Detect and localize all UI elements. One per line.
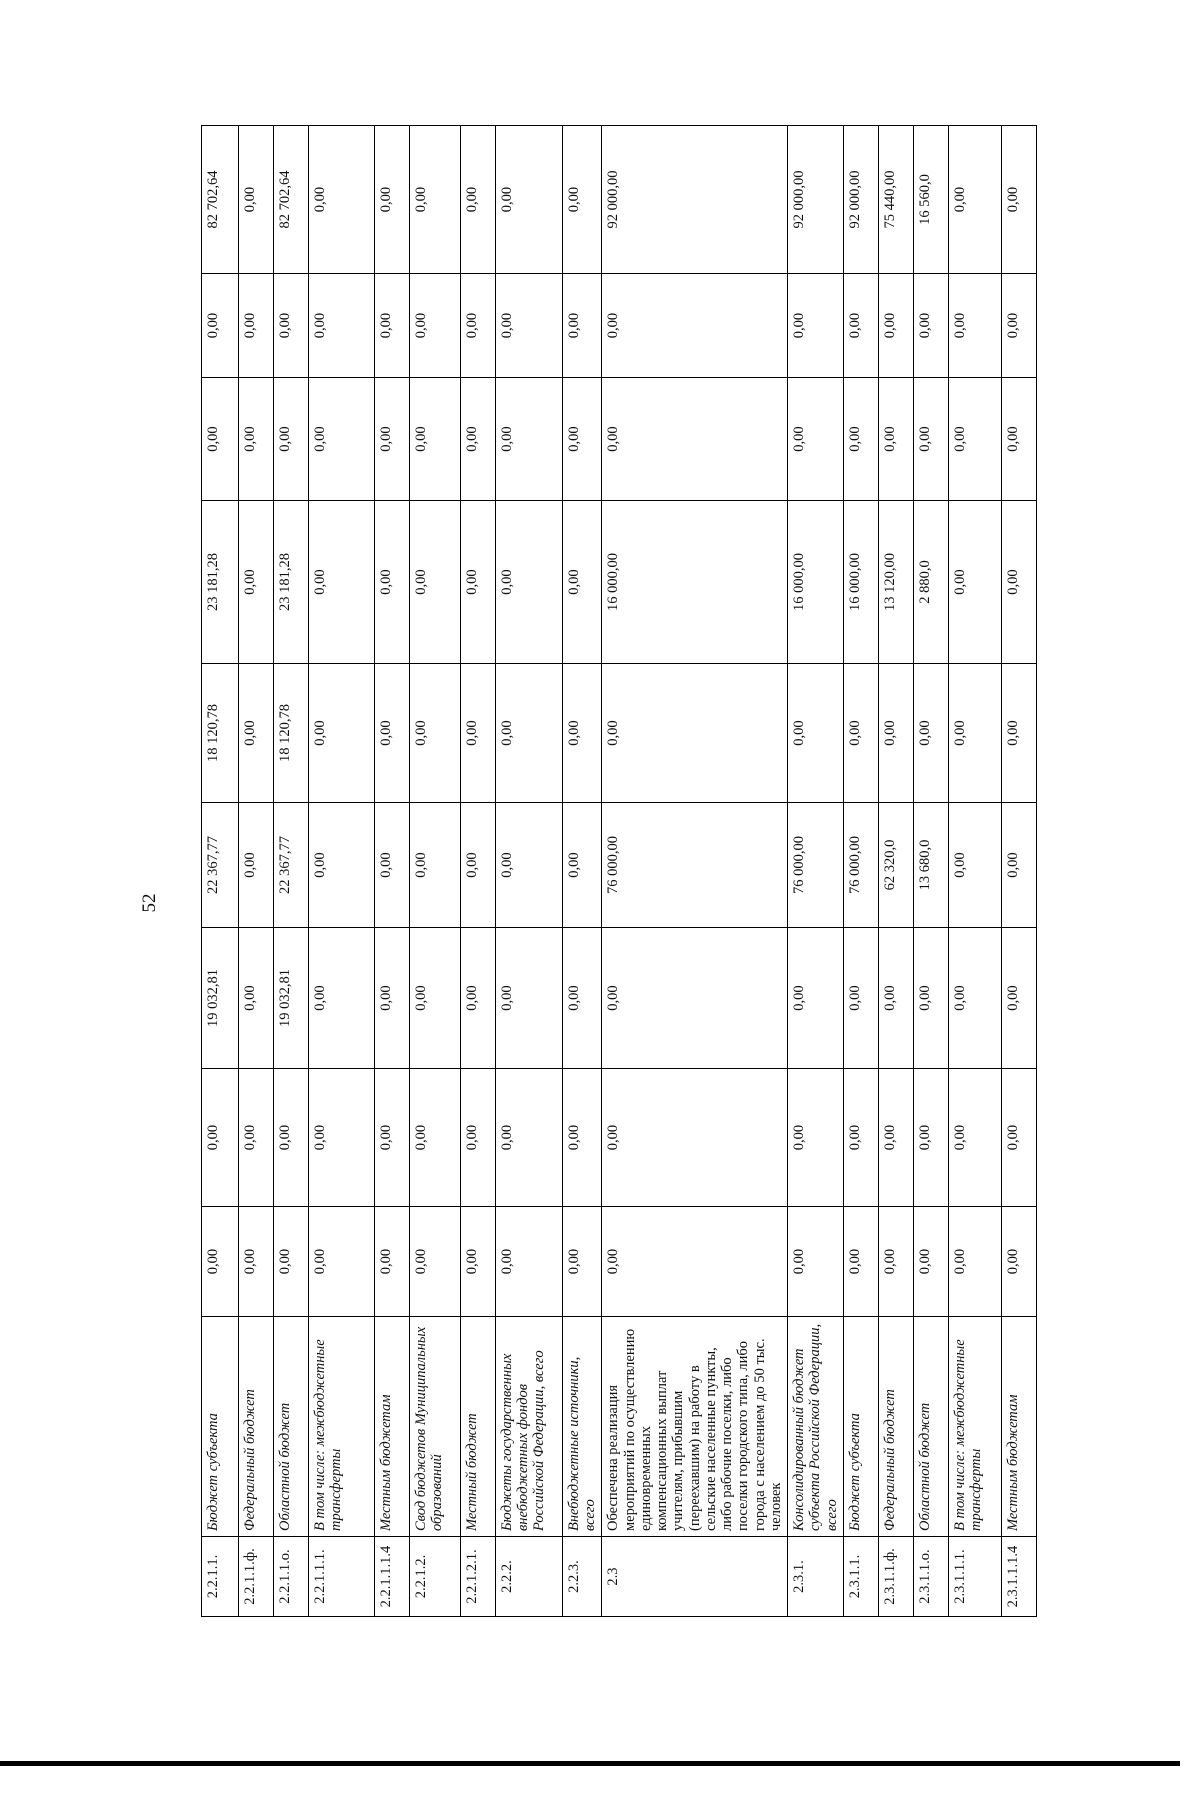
value-cell: 0,00: [913, 378, 948, 501]
value-cell: 0,00: [375, 274, 410, 378]
value-cell: 0,00: [239, 928, 274, 1069]
row-code: 2.3.1.1.1.: [948, 1537, 1001, 1617]
value-cell: 0,00: [309, 1207, 375, 1317]
value-cell: 0,00: [239, 664, 274, 803]
value-cell: 0,00: [375, 1207, 410, 1317]
value-cell: 0,00: [309, 501, 375, 664]
table-row: [1001, 126, 1036, 1617]
value-cell: 0,00: [496, 664, 563, 803]
value-cell: 0,00: [1001, 803, 1036, 928]
value-cell: 0,00: [461, 664, 496, 803]
value-cell: 0,00: [1001, 928, 1036, 1069]
value-cell: 92 000,00: [602, 126, 788, 274]
value-cell: 0,00: [843, 378, 878, 501]
value-cell: 0,00: [878, 928, 913, 1069]
value-cell: 0,00: [461, 1069, 496, 1207]
value-cell: 19 032,81: [202, 928, 239, 1069]
row-label: Областной бюджет: [274, 1317, 309, 1537]
value-cell: 0,00: [878, 1207, 913, 1317]
value-cell: 0,00: [239, 501, 274, 664]
value-cell: 0,00: [563, 1069, 602, 1207]
value-cell: 0,00: [563, 1207, 602, 1317]
budget-table-rotated: [201, 126, 1133, 1617]
table-row: [309, 126, 375, 1617]
value-cell: 0,00: [878, 274, 913, 378]
value-cell: 0,00: [274, 274, 309, 378]
row-code: 2.2.1.1.1.4: [375, 1537, 410, 1617]
value-cell: 0,00: [496, 1207, 563, 1317]
value-cell: 0,00: [788, 664, 844, 803]
value-cell: 0,00: [309, 803, 375, 928]
value-cell: 13 120,00: [878, 501, 913, 664]
value-cell: 0,00: [843, 928, 878, 1069]
value-cell: 0,00: [563, 803, 602, 928]
row-label: Местный бюджет: [461, 1317, 496, 1537]
value-cell: 0,00: [496, 1069, 563, 1207]
value-cell: 0,00: [602, 274, 788, 378]
value-cell: 0,00: [878, 664, 913, 803]
row-code: 2.2.2.: [496, 1537, 563, 1617]
value-cell: 0,00: [375, 803, 410, 928]
row-code: 2.3: [602, 1537, 788, 1617]
value-cell: 0,00: [1001, 126, 1036, 274]
row-code: 2.2.1.2.: [410, 1537, 461, 1617]
value-cell: 0,00: [410, 664, 461, 803]
value-cell: 0,00: [788, 1207, 844, 1317]
row-label: В том числе: межбюджетные трансферты: [948, 1317, 1001, 1537]
value-cell: 0,00: [1001, 501, 1036, 664]
value-cell: 0,00: [309, 664, 375, 803]
value-cell: 0,00: [496, 928, 563, 1069]
value-cell: 0,00: [309, 378, 375, 501]
value-cell: 0,00: [878, 1069, 913, 1207]
value-cell: 18 120,78: [202, 664, 239, 803]
table-row: [788, 126, 844, 1617]
value-cell: 22 367,77: [274, 803, 309, 928]
table-row: [878, 126, 913, 1617]
value-cell: 0,00: [461, 501, 496, 664]
value-cell: 0,00: [375, 928, 410, 1069]
table-row: [375, 126, 410, 1617]
value-cell: 0,00: [496, 501, 563, 664]
value-cell: 16 000,00: [788, 501, 844, 664]
value-cell: 0,00: [602, 664, 788, 803]
value-cell: 0,00: [602, 1207, 788, 1317]
value-cell: 0,00: [375, 126, 410, 274]
table-row: [843, 126, 878, 1617]
value-cell: 23 181,28: [202, 501, 239, 664]
table-row: [913, 126, 948, 1617]
value-cell: 0,00: [375, 1069, 410, 1207]
budget-table: [201, 125, 1037, 1617]
table-row: [274, 126, 309, 1617]
value-cell: 0,00: [461, 1207, 496, 1317]
row-code: 2.2.3.: [563, 1537, 602, 1617]
table-row: [239, 126, 274, 1617]
row-label: Бюджет субъекта: [202, 1317, 239, 1537]
value-cell: 0,00: [461, 928, 496, 1069]
value-cell: 0,00: [948, 803, 1001, 928]
value-cell: 0,00: [239, 803, 274, 928]
value-cell: 0,00: [239, 274, 274, 378]
value-cell: 23 181,28: [274, 501, 309, 664]
value-cell: 0,00: [563, 274, 602, 378]
row-code: 2.2.1.1.: [202, 1537, 239, 1617]
value-cell: 0,00: [375, 664, 410, 803]
row-code: 2.3.1.: [788, 1537, 844, 1617]
value-cell: 0,00: [309, 928, 375, 1069]
table-row: [602, 126, 788, 1617]
value-cell: 0,00: [239, 378, 274, 501]
value-cell: 0,00: [1001, 664, 1036, 803]
value-cell: 0,00: [410, 378, 461, 501]
value-cell: 76 000,00: [602, 803, 788, 928]
value-cell: 0,00: [202, 1207, 239, 1317]
value-cell: 0,00: [375, 501, 410, 664]
value-cell: 2 880,0: [913, 501, 948, 664]
value-cell: 76 000,00: [843, 803, 878, 928]
row-label: Бюджеты государственных внебюджетных фондов Российской Федерации, всего: [496, 1317, 563, 1537]
value-cell: 0,00: [563, 501, 602, 664]
value-cell: 0,00: [461, 126, 496, 274]
value-cell: 0,00: [788, 928, 844, 1069]
value-cell: 0,00: [410, 274, 461, 378]
value-cell: 0,00: [202, 1069, 239, 1207]
value-cell: 0,00: [948, 274, 1001, 378]
row-label: Местным бюджетам: [1001, 1317, 1036, 1537]
value-cell: 19 032,81: [274, 928, 309, 1069]
value-cell: 16 560,0: [913, 126, 948, 274]
value-cell: 0,00: [913, 1069, 948, 1207]
row-label: Обеспечена реализация мероприятий по осуществлению единовременных компенсационных выплат учителям, прибывшим (переехавшим) на работу в сельские населенные пункты, либо рабочие поселки, либо поселки городского типа, либо города с населением до 50 тыс. человек: [602, 1317, 788, 1537]
value-cell: 0,00: [563, 378, 602, 501]
value-cell: 0,00: [843, 664, 878, 803]
value-cell: 0,00: [410, 126, 461, 274]
value-cell: 0,00: [375, 378, 410, 501]
value-cell: 76 000,00: [788, 803, 844, 928]
row-label: Федеральный бюджет: [878, 1317, 913, 1537]
value-cell: 0,00: [843, 1207, 878, 1317]
value-cell: 0,00: [913, 1207, 948, 1317]
row-code: 2.3.1.1.: [843, 1537, 878, 1617]
value-cell: 0,00: [496, 126, 563, 274]
value-cell: 0,00: [239, 1207, 274, 1317]
row-label: Свод бюджетов Муниципальных образований: [410, 1317, 461, 1537]
value-cell: 0,00: [913, 664, 948, 803]
value-cell: 0,00: [239, 1069, 274, 1207]
table-row: [496, 126, 563, 1617]
value-cell: 0,00: [239, 126, 274, 274]
value-cell: 0,00: [496, 274, 563, 378]
value-cell: 0,00: [563, 928, 602, 1069]
value-cell: 0,00: [1001, 1207, 1036, 1317]
value-cell: 13 680,0: [913, 803, 948, 928]
value-cell: 0,00: [948, 1069, 1001, 1207]
value-cell: 82 702,64: [274, 126, 309, 274]
value-cell: 0,00: [602, 928, 788, 1069]
value-cell: 0,00: [410, 928, 461, 1069]
value-cell: 0,00: [496, 378, 563, 501]
value-cell: 92 000,00: [843, 126, 878, 274]
row-label: Федеральный бюджет: [239, 1317, 274, 1537]
value-cell: 0,00: [913, 928, 948, 1069]
row-label: Областной бюджет: [913, 1317, 948, 1537]
value-cell: 0,00: [461, 803, 496, 928]
row-label: Местным бюджетам: [375, 1317, 410, 1537]
row-label: Бюджет субъекта: [843, 1317, 878, 1537]
value-cell: 22 367,77: [202, 803, 239, 928]
row-label: Внебюджетные источники, всего: [563, 1317, 602, 1537]
value-cell: 0,00: [410, 1069, 461, 1207]
value-cell: 0,00: [274, 1207, 309, 1317]
value-cell: 0,00: [913, 274, 948, 378]
value-cell: 0,00: [948, 501, 1001, 664]
value-cell: 0,00: [948, 664, 1001, 803]
table-row: [410, 126, 461, 1617]
value-cell: 0,00: [309, 1069, 375, 1207]
value-cell: 75 440,00: [878, 126, 913, 274]
value-cell: 0,00: [274, 378, 309, 501]
value-cell: 16 000,00: [843, 501, 878, 664]
value-cell: 0,00: [309, 126, 375, 274]
value-cell: 0,00: [202, 274, 239, 378]
value-cell: 0,00: [788, 274, 844, 378]
footer-rule: [0, 1761, 1180, 1766]
value-cell: 0,00: [461, 378, 496, 501]
value-cell: 62 320,0: [878, 803, 913, 928]
value-cell: 0,00: [1001, 274, 1036, 378]
value-cell: 0,00: [309, 274, 375, 378]
row-code: 2.2.1.1.ф.: [239, 1537, 274, 1617]
value-cell: 0,00: [461, 274, 496, 378]
value-cell: 0,00: [1001, 1069, 1036, 1207]
value-cell: 0,00: [788, 378, 844, 501]
value-cell: 0,00: [602, 378, 788, 501]
table-row: [202, 126, 239, 1617]
table-row: [461, 126, 496, 1617]
page-number: 52: [139, 893, 160, 913]
row-code: 2.3.1.1.о.: [913, 1537, 948, 1617]
value-cell: 0,00: [274, 1069, 309, 1207]
row-code: 2.3.1.1.1.4: [1001, 1537, 1036, 1617]
value-cell: 0,00: [410, 1207, 461, 1317]
value-cell: 0,00: [410, 501, 461, 664]
value-cell: 0,00: [948, 1207, 1001, 1317]
row-label: В том числе: межбюджетные трансферты: [309, 1317, 375, 1537]
value-cell: 0,00: [1001, 378, 1036, 501]
row-code: 2.3.1.1.ф.: [878, 1537, 913, 1617]
value-cell: 92 000,00: [788, 126, 844, 274]
value-cell: 0,00: [602, 1069, 788, 1207]
row-code: 2.2.1.2.1.: [461, 1537, 496, 1617]
table-row: [948, 126, 1001, 1617]
value-cell: 0,00: [948, 378, 1001, 501]
value-cell: 0,00: [843, 1069, 878, 1207]
value-cell: 0,00: [948, 126, 1001, 274]
value-cell: 16 000,00: [602, 501, 788, 664]
row-code: 2.2.1.1.о.: [274, 1537, 309, 1617]
value-cell: 0,00: [878, 378, 913, 501]
value-cell: 18 120,78: [274, 664, 309, 803]
value-cell: 0,00: [563, 664, 602, 803]
value-cell: 0,00: [948, 928, 1001, 1069]
row-code: 2.2.1.1.1.: [309, 1537, 375, 1617]
row-label: Консолидированный бюджет субъекта Российской Федерации, всего: [788, 1317, 844, 1537]
value-cell: 0,00: [563, 126, 602, 274]
table-row: [563, 126, 602, 1617]
value-cell: 0,00: [496, 803, 563, 928]
value-cell: 0,00: [202, 378, 239, 501]
value-cell: 0,00: [410, 803, 461, 928]
value-cell: 0,00: [788, 1069, 844, 1207]
value-cell: 0,00: [843, 274, 878, 378]
value-cell: 82 702,64: [202, 126, 239, 274]
